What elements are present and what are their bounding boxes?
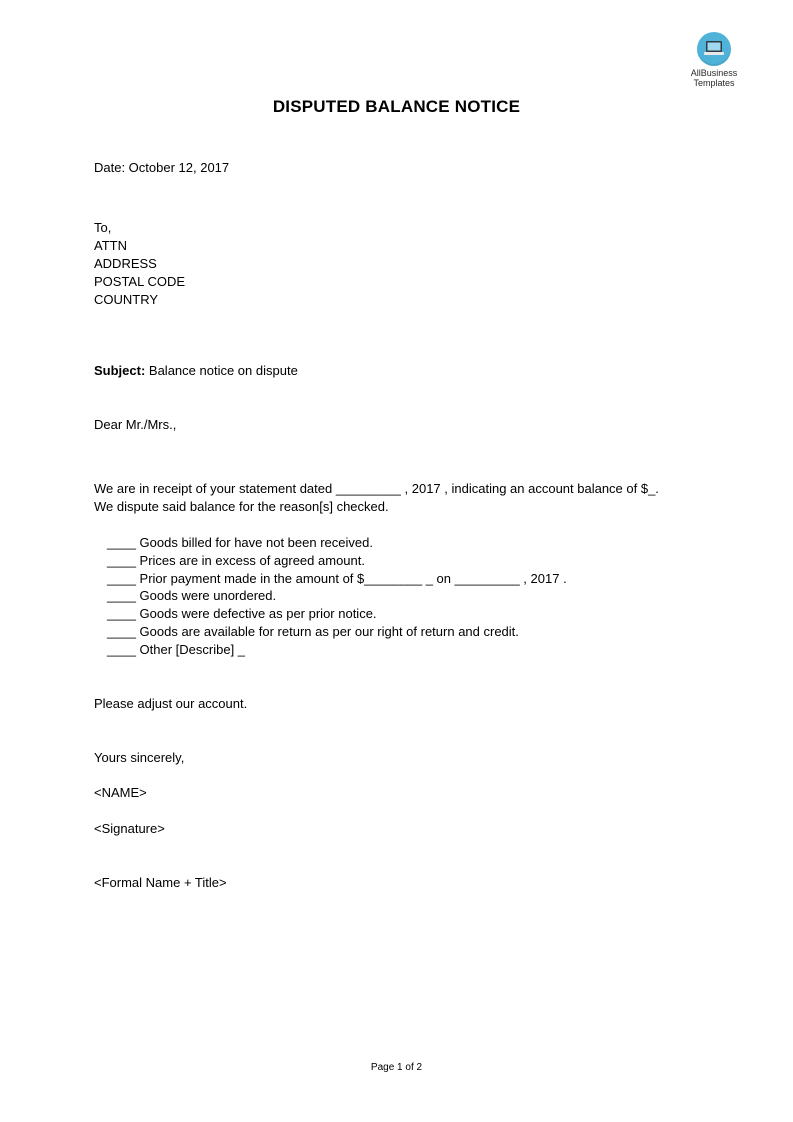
subject-text: Balance notice on dispute	[145, 363, 298, 378]
closing-sincerely: Yours sincerely,	[94, 750, 185, 765]
subject-line	[94, 362, 298, 380]
reason-item: ____ Goods were unordered.	[107, 588, 277, 603]
address-country: COUNTRY	[94, 292, 159, 307]
reason-item: ____ Prior payment made in the amount of $________ _ on _________ , 2017 .	[107, 571, 567, 586]
sender-formal-name-title: <Formal Name + Title>	[94, 875, 227, 890]
reason-item: ____ Prices are in excess of agreed amount.	[107, 553, 365, 568]
date-line: Date: October 12, 2017	[94, 160, 230, 175]
sender-name: <NAME>	[94, 785, 147, 800]
body-line-1: We are in receipt of your statement dated _________ , 2017 , indicating an account balance of $_.	[94, 481, 659, 496]
document-title: DISPUTED BALANCE NOTICE	[272, 97, 521, 116]
laptop-icon	[697, 32, 731, 66]
address-to: To,	[94, 220, 112, 235]
address-postal-code: POSTAL CODE	[94, 274, 186, 289]
salutation: Dear Mr./Mrs.,	[94, 417, 177, 432]
reason-item: ____ Other [Describe] _	[107, 642, 246, 657]
adjust-request: Please adjust our account.	[94, 696, 248, 711]
address-street: ADDRESS	[94, 256, 157, 271]
reason-item: ____ Goods billed for have not been received.	[107, 535, 373, 550]
body-line-2: We dispute said balance for the reason[s] checked.	[94, 499, 389, 514]
reason-item: ____ Goods are available for return as per our right of return and credit.	[107, 624, 519, 639]
company-logo	[684, 32, 744, 88]
subject-label: Subject:	[94, 363, 146, 378]
address-attn: ATTN	[94, 238, 127, 253]
reason-item: ____ Goods were defective as per prior notice.	[107, 606, 377, 621]
logo-text-line-2: Templates	[693, 78, 735, 88]
page-number: Page 1 of 2	[370, 1062, 423, 1073]
logo-text-line-1: AllBusiness	[690, 68, 738, 78]
sender-signature: <Signature>	[94, 821, 165, 836]
